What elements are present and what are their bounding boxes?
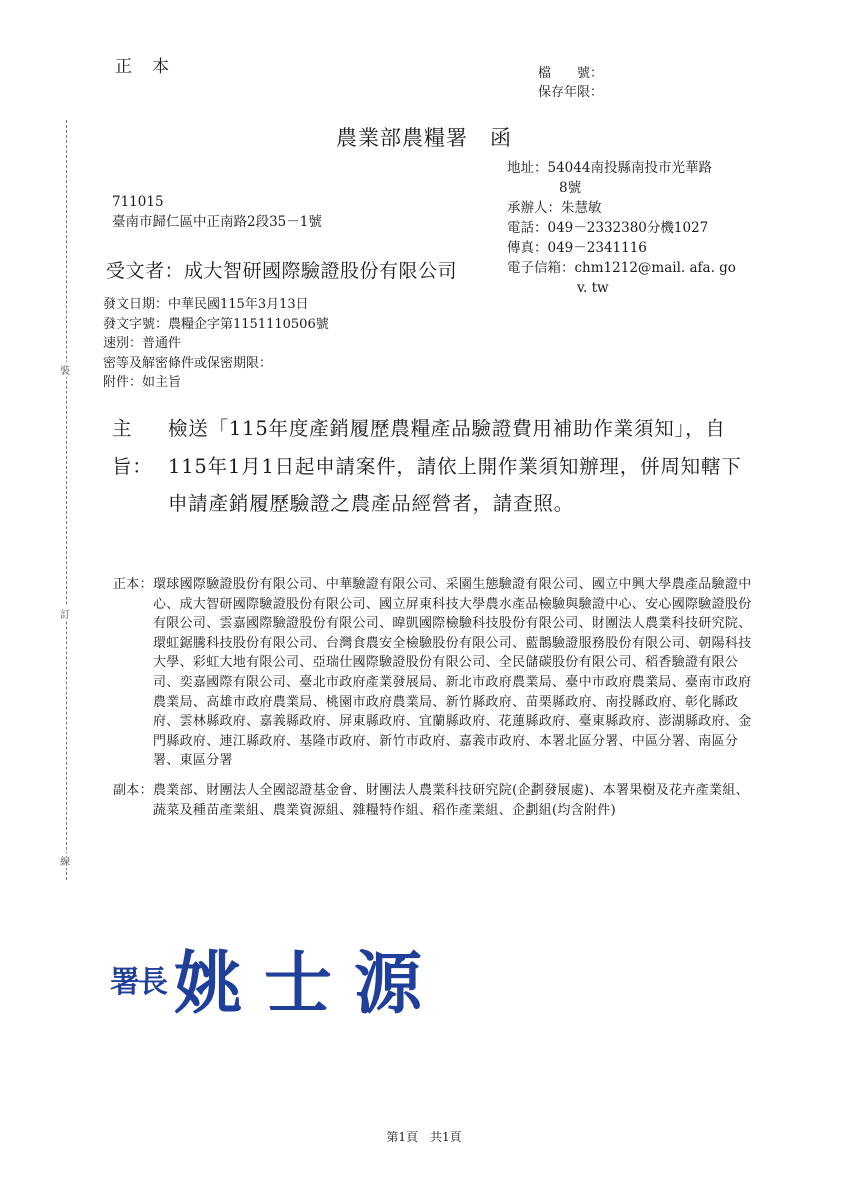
copy-recipients-label: 副本：: [113, 782, 153, 798]
file-number-label: 檔 號：: [538, 66, 604, 81]
phone-number: 049－2332380分機1027: [547, 220, 709, 236]
recipient-label: 受文者：: [106, 260, 185, 282]
email-label: 電子信箱：: [507, 260, 575, 276]
document-title: 農業部農糧署 函: [336, 126, 512, 150]
address-line1: 54044南投縣南投市光華路: [547, 160, 712, 176]
copy-mark: 正本: [115, 57, 189, 77]
fax-number: 049－2341116: [547, 240, 647, 256]
recipient: [106, 256, 457, 283]
recipient-name: 成大智研國際驗證股份有限公司: [184, 260, 458, 282]
retention-label: 保存年限：: [538, 85, 604, 100]
original-recipients: 環球國際驗證股份有限公司、中華驗證有限公司、采園生態驗證有限公司、國立中興大學農產品驗證中心、成大智研國際驗證股份有限公司、國立屏東科技大學農水產品檢驗與驗證中心、安心國際驗證股份有限公司、雲嘉國際驗證股份有限公司、暐凱國際檢驗科技股份有限公司、財團法人農業科技研究院、環虹鋸騰科技股份有限公司、台灣食農安全檢驗股份有限公司、藍鵲驗證服務股份有限公司、朝陽科技大學、彩虹大地有限公司、亞瑞仕國際驗證股份有限公司、全民儲碳股份有限公司、稻香驗證有限公司、奕嘉國際有限公司、臺北市政府產業發展局、新北市政府農業局、臺中市政府農業局、臺南市政府農業局、高雄市政府農業局、桃園市政府農業局、新竹縣政府、苗栗縣政府、南投縣政府、彰化縣政府、雲林縣政府、嘉義縣政府、屏東縣政府、宜蘭縣政府、花蓮縣政府、臺東縣政府、澎湖縣政府、金門縣政府、連江縣政府、基隆市政府、新竹市政府、嘉義市政府、本署北區分署、中區分署、南區分署、東區分署: [153, 577, 752, 769]
attachment: 附件：如主旨: [103, 375, 182, 390]
signature-stamp: [110, 930, 444, 1027]
binding-mark-bottom: 線: [60, 853, 70, 868]
distribution-list: [113, 575, 753, 820]
subject: [112, 410, 752, 523]
street-address: 臺南市歸仁區中正南路2段35－1號: [112, 214, 322, 230]
binding-mark-middle: 訂: [60, 606, 70, 621]
issue-date: 發文日期：中華民國115年3月13日: [103, 297, 309, 312]
recipient-address: [112, 192, 322, 232]
subject-text: 檢送「115年度產銷履歷農糧產品驗證費用補助作業須知」，自115年1月1日起申請案件，請依上開作業須知辦理，併周知轄下申請產銷履歷驗證之農產品經營者，請查照。: [168, 417, 742, 515]
email-line2[interactable]: v. tw: [577, 280, 609, 296]
email-line1[interactable]: chm1212@mail. afa. go: [574, 260, 736, 276]
phone-label: 電話：: [507, 220, 548, 236]
binding-line: [66, 120, 67, 880]
address-line2: 8號: [559, 180, 582, 196]
sender-info: [507, 158, 736, 298]
secrecy-level: 密等及解密條件或保密期限：: [103, 355, 273, 371]
page-number: [0, 1128, 848, 1145]
address-label: 地址：: [507, 160, 548, 176]
binding-mark-top: 裝: [60, 362, 70, 377]
file-info: [538, 64, 603, 102]
signature-name: 姚士源: [174, 944, 445, 1024]
contact-name: 朱慧敏: [561, 200, 602, 216]
copy-recipients: 農業部、財團法人全國認證基金會、財團法人農業科技研究院(企劃發展處)、本署果樹及花卉產業組、蔬菜及種苗產業組、農業資源組、雜糧特作組、稻作產業組、企劃組(均含附件): [153, 782, 749, 818]
contact-label: 承辦人：: [507, 200, 561, 216]
postcode: 711015: [112, 194, 164, 210]
document-number: 發文字號：農糧企字第1151110506號: [103, 316, 329, 332]
subject-label: 主旨：: [112, 417, 153, 478]
delivery-speed: 速別：普通件: [103, 336, 182, 351]
signature-title: 署長: [110, 964, 166, 1000]
current-page: 第1頁: [386, 1130, 418, 1144]
total-pages: 共1頁: [430, 1130, 462, 1144]
document-meta: [103, 295, 329, 393]
fax-label: 傳真：: [507, 240, 548, 256]
original-recipients-label: 正本：: [113, 577, 153, 592]
